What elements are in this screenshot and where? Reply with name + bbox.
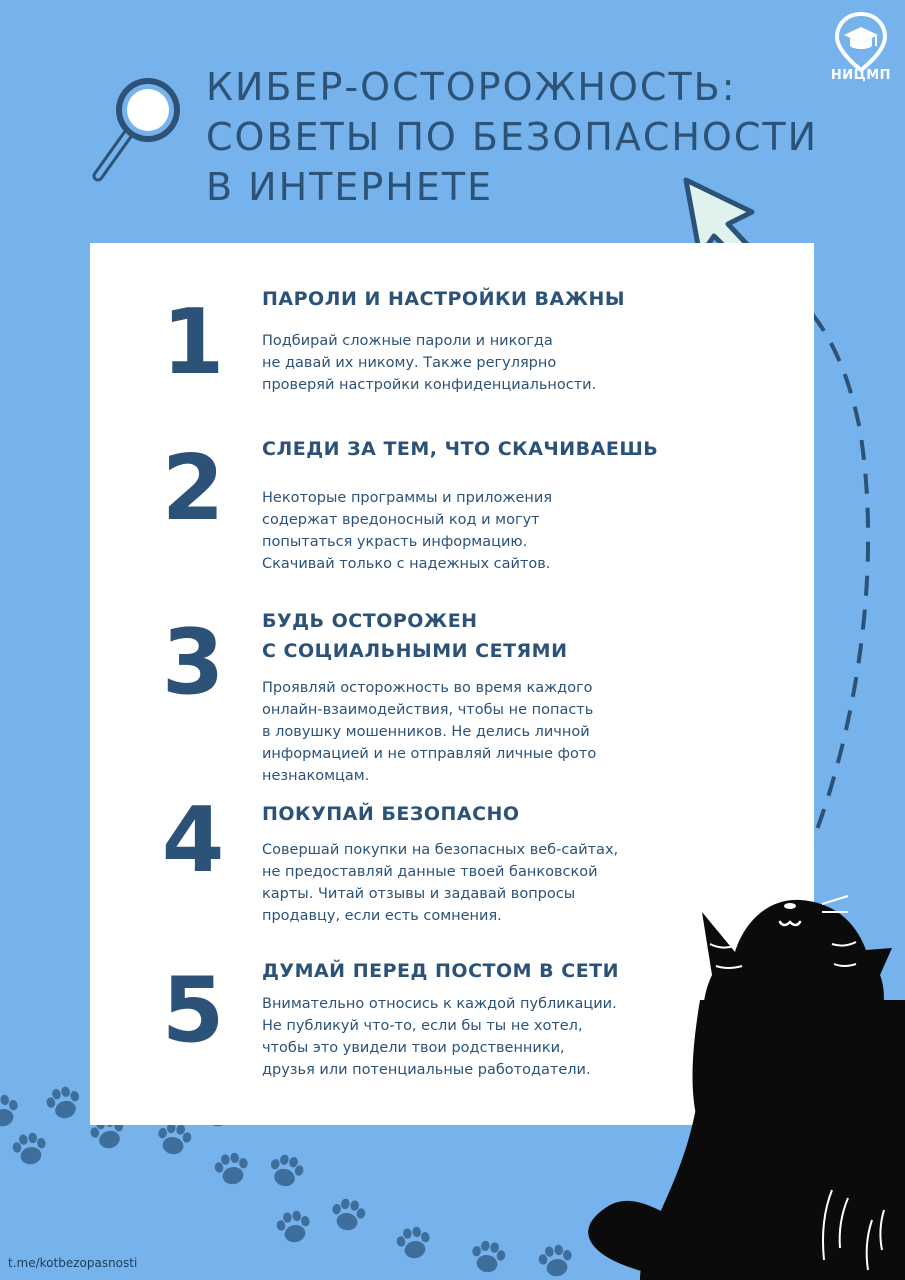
tip-body-line: незнакомцам. (262, 768, 370, 784)
title-line: СОВЕТЫ ПО БЕЗОПАСНОСТИ (206, 115, 819, 159)
tip-body-line: Некоторые программы и приложения (262, 490, 553, 506)
tip-body-line: Не публикуй что-то, если бы ты не хотел, (262, 1018, 583, 1034)
tip-number: 4 (161, 788, 225, 893)
footer-link[interactable]: t.me/kotbezopasnosti (8, 1256, 138, 1270)
tip-number: 5 (161, 958, 225, 1063)
tip-body-line: попытаться украсть информацию. (262, 534, 528, 550)
tip-body-line: онлайн-взаимодействия, чтобы не попасть (262, 702, 594, 718)
tip-body-line: чтобы это увидели твои родственники, (262, 1040, 565, 1056)
tip-body-line: информацией и не отправляй личные фото (262, 746, 597, 762)
tip-body-line: в ловушку мошенников. Не делись личной (262, 724, 590, 740)
tip-number: 2 (161, 436, 225, 541)
tip-body-line: не давай их никому. Также регулярно (262, 355, 557, 371)
tip-body-line: не предоставляй данные твоей банковской (262, 864, 598, 880)
tip-body-line: содержат вредоносный код и могут (262, 512, 540, 528)
tip-heading-line: ПАРОЛИ И НАСТРОЙКИ ВАЖНЫ (262, 288, 626, 310)
tip-heading-line: С СОЦИАЛЬНЫМИ СЕТЯМИ (262, 640, 568, 662)
tip-body-line: Проявляй осторожность во время каждого (262, 680, 593, 696)
tip-body-line: друзья или потенциальные работодатели. (262, 1062, 591, 1078)
tip-number: 3 (161, 610, 225, 715)
tip-body-line: продавцу, если есть сомнения. (262, 908, 502, 924)
logo-text: НИЦМП (830, 68, 892, 83)
title-line: В ИНТЕРНЕТЕ (206, 165, 494, 209)
tip-body-line: Внимательно относись к каждой публикации. (262, 996, 617, 1012)
tip-number: 1 (161, 290, 225, 395)
tip-body-line: Совершай покупки на безопасных веб-сайтах, (262, 842, 619, 858)
tip-body-line: карты. Читай отзывы и задавай вопросы (262, 886, 576, 902)
tip-heading-line: ДУМАЙ ПЕРЕД ПОСТОМ В СЕТИ (262, 960, 620, 982)
tip-body-line: Подбирай сложные пароли и никогда (262, 333, 553, 349)
tip-heading-line: СЛЕДИ ЗА ТЕМ, ЧТО СКАЧИВАЕШЬ (262, 438, 659, 460)
tip-body-line: проверяй настройки конфиденциальности. (262, 377, 597, 393)
tip-heading-line: БУДЬ ОСТОРОЖЕН (262, 610, 478, 632)
tip-heading-line: ПОКУПАЙ БЕЗОПАСНО (262, 803, 520, 825)
title-line: КИБЕР-ОСТОРОЖНОСТЬ: (206, 65, 737, 109)
tip-body-line: Скачивай только с надежных сайтов. (262, 556, 551, 572)
